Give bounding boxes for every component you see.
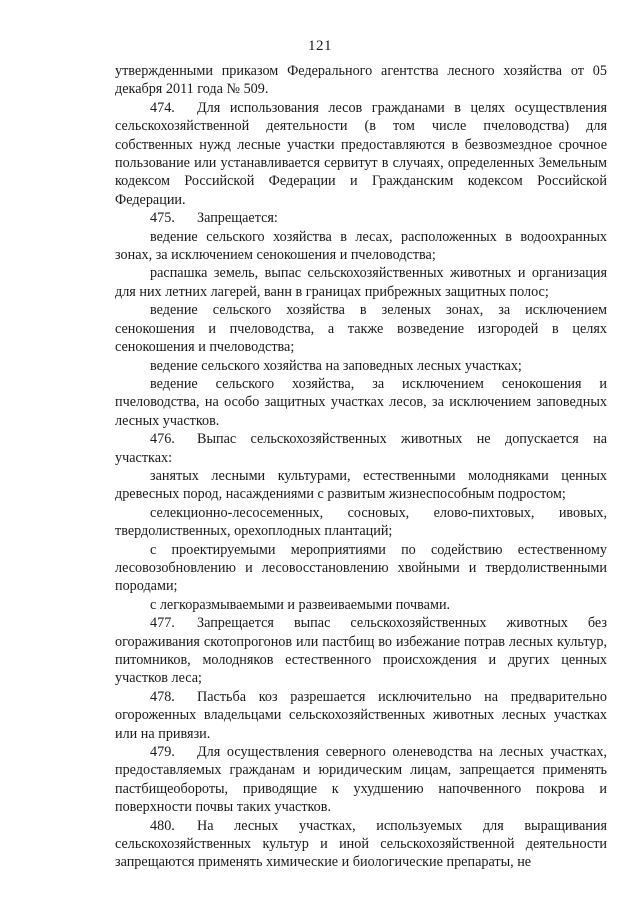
paragraph-number: 477. xyxy=(150,615,175,632)
list-item: ведение сельского хозяйства на заповедных лесных участках; xyxy=(150,357,522,374)
list-item: с легкоразмываемыми и развеиваемыми почвами. xyxy=(150,596,451,613)
paragraph-474 xyxy=(115,99,607,209)
paragraph-text: На лесных участках, используемых для выращивания сельскохозяйственных культур и иной сельскохозяйственной деятельности запрещаются применять химические и биологические препараты, не xyxy=(115,817,607,871)
paragraph-text: Пастьба коз разрешается исключительно на предварительно огороженных владельцами сельскохозяйственных животных лесных участках или на привязи. xyxy=(115,688,607,742)
paragraph-number: 478. xyxy=(150,688,175,705)
document-body xyxy=(115,62,607,872)
paragraph-475 xyxy=(115,209,607,227)
paragraph-continuation: утвержденными приказом Федерального агентства лесного хозяйства от 05 декабря 2011 года № 509. xyxy=(115,63,607,98)
list-item: ведение сельского хозяйства в зеленых зонах, за исключением сенокошения и пчеловодства, а также возведение изгородей в целях сенокошения и пчеловодства; xyxy=(115,302,607,356)
paragraph-number: 475. xyxy=(150,210,175,227)
paragraph-476 xyxy=(115,430,607,467)
list-item: ведение сельского хозяйства, за исключением сенокошения и пчеловодства, на особо защитных участках лесов, за исключением заповедных лесных участков. xyxy=(115,375,607,429)
paragraph-480 xyxy=(115,817,607,872)
paragraph-477 xyxy=(115,614,607,688)
list-item: распашка земель, выпас сельскохозяйственных животных и организация для них летних лагерей, ванн в границах прибрежных защитных полос; xyxy=(115,265,607,300)
page-number: 121 xyxy=(308,38,332,54)
paragraph-number: 474. xyxy=(150,99,175,116)
paragraph-number: 480. xyxy=(150,817,175,834)
paragraph-text: Запрещается: xyxy=(197,210,278,227)
paragraph-479 xyxy=(115,743,607,817)
paragraph-478 xyxy=(115,688,607,743)
paragraph-text: Выпас сельскохозяйственных животных не допускается на участках: xyxy=(115,431,607,466)
paragraph-number: 476. xyxy=(150,431,175,448)
paragraph-number: 479. xyxy=(150,744,175,761)
list-item: с проектируемыми мероприятиями по содействию естественному лесовозобновлению и лесовосстановлению хвойными и твердолиственными породами; xyxy=(115,541,607,595)
list-item: ведение сельского хозяйства в лесах, расположенных в водоохранных зонах, за исключением сенокошения и пчеловодства; xyxy=(115,228,607,264)
paragraph-text: Для осуществления северного оленеводства на лесных участках, предоставляемых гражданам и юридическим лицам, запрещается применять пастбищеобороты, приводящие к ухудшению напочвенного покрова и поверхности почвы таких участков. xyxy=(115,744,607,816)
list-item: занятых лесными культурами, естественными молодняками ценных древесных пород, насаждениями с развитым жизнеспособным подростом; xyxy=(115,467,607,503)
paragraph-text: Запрещается выпас сельскохозяйственных животных без огораживания скотопрогонов или пастбищ во избежание потрав лесных культур, питомников, молодняков естественного происхождения и других ценных участков леса; xyxy=(115,615,607,687)
paragraph-text: Для использования лесов гражданами в целях осуществления сельскохозяйственной деятельности (в том числе пчеловодства) для собственных нужд лесные участки предоставляются в безвозмездное срочное пользование или устанавливается сервитут в случаях, определенных Земельным кодексом Российской Федерации и Гражданским кодексом Российской Федерации. xyxy=(115,99,607,208)
list-item: селекционно-лесосеменных, сосновых, елово-пихтовых, ивовых, твердолиственных, орехоплодных плантаций; xyxy=(115,504,607,540)
